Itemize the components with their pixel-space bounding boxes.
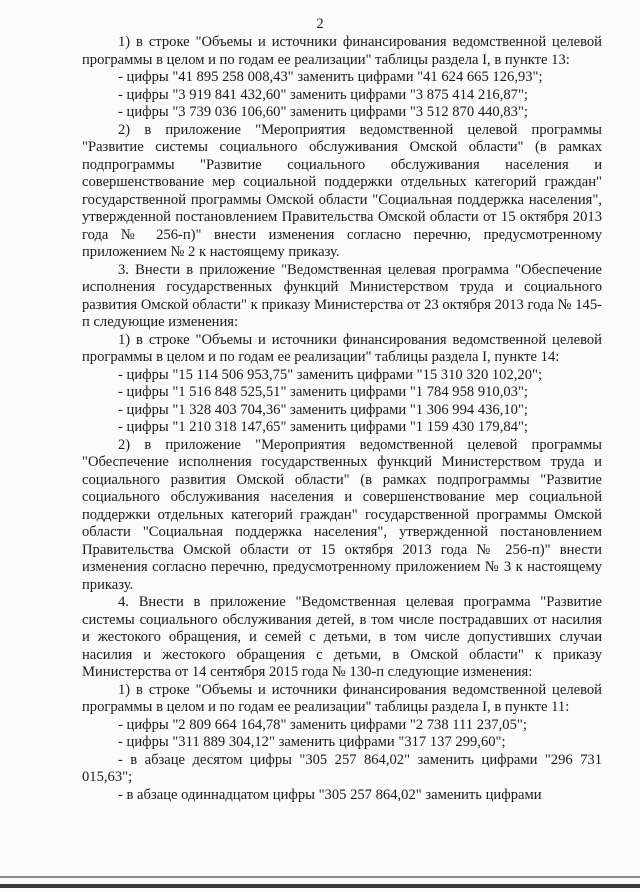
paragraph: 1) в строке "Объемы и источники финансирования ведомственной целевой программы в целом и по годам ее реализации" таблицы раздела I, в пункте 11: [82, 681, 602, 715]
paragraph: 2) в приложение "Мероприятия ведомственной целевой программы "Обеспечение исполнения государственных функций Министерством труда и социального развития Омской области" (в рамках подпрограммы "Развитие социального обслуживания населения и совершенствование мер социальной поддержки отдельных категорий граждан" государственной программы Омской области "Социальная поддержка населения", утвержденной постановлением Правительства Омской области от 15 октября 2013 года № 256-п)" внести изменения согласно перечню, предусмотренному приложением № 3 к настоящему приказу. [82, 436, 602, 593]
list-item: - цифры "1 516 848 525,51" заменить цифрами "1 784 958 910,03"; [118, 384, 528, 400]
page-number: 2 [316, 16, 324, 32]
list-item: - цифры "2 809 664 164,78" заменить цифрами "2 738 111 237,05"; [118, 716, 527, 733]
paragraph: 1) в строке "Объемы и источники финансирования ведомственной целевой программы в целом и по годам ее реализации" таблицы раздела I, в пункте 13: [82, 34, 602, 68]
list-item: - цифры "1 328 403 704,36" заменить цифрами "1 306 994 436,10"; [118, 401, 528, 418]
list-item: - в абзаце десятом цифры "305 257 864,02" заменить цифрами "296 731 015,63"; [82, 751, 602, 785]
list-item: - цифры "1 210 318 147,65" заменить цифрами "1 159 430 179,84"; [118, 419, 528, 435]
paragraph: 2) в приложение "Мероприятия ведомственной целевой программы "Развитие системы социального обслуживания Омской области" (в рамках подпрограммы "Развитие социального обслуживания населения и совершенствование мер социальной поддержки отдельных категорий граждан" государственной программы Омской области "Социальная поддержка населения", утвержденной постановлением Правительства Омской области от 15 октября 2013 года № 256-п)" внести изменения согласно перечню, предусмотренному приложением № 2 к настоящему приказу. [82, 121, 602, 260]
scan-edge-shadow [0, 884, 640, 888]
list-item: - цифры "15 114 506 953,75" заменить цифрами "15 310 320 102,20"; [118, 366, 543, 383]
list-item: - цифры "311 889 304,12" заменить цифрами "317 137 299,60"; [118, 734, 506, 750]
list-item: - в абзаце одиннадцатом цифры "305 257 864,02" заменить цифрами [118, 786, 542, 803]
paragraph: 3. Внести в приложение "Ведомственная целевая программа "Обеспечение исполнения государственных функций Министерством труда и социального развития Омской области" к приказу Министерства от 23 октября 2013 года № 145-п следующие изменения: [82, 261, 602, 330]
document-body [82, 34, 602, 804]
scan-edge-line [0, 876, 640, 878]
list-item: - цифры "3 919 841 432,60" заменить цифрами "3 875 414 216,87"; [118, 86, 528, 103]
list-item: - цифры "41 895 258 008,43" заменить цифрами "41 624 665 126,93"; [118, 69, 543, 85]
paragraph: 4. Внести в приложение "Ведомственная целевая программа "Развитие системы социального обслуживания детей, в том числе пострадавших от насилия и жестокого обращения, и семей с детьми, в том числе допустивших случаи насилия и жестокого обращения с детьми, в Омской области" к приказу Министерства от 14 сентября 2015 года № 130-п следующие изменения: [82, 594, 602, 680]
list-item: - цифры "3 739 036 106,60" заменить цифрами "3 512 870 440,83"; [118, 104, 528, 120]
paragraph: 1) в строке "Объемы и источники финансирования ведомственной целевой программы в целом и по годам ее реализации" таблицы раздела I, пункте 14: [82, 331, 602, 365]
